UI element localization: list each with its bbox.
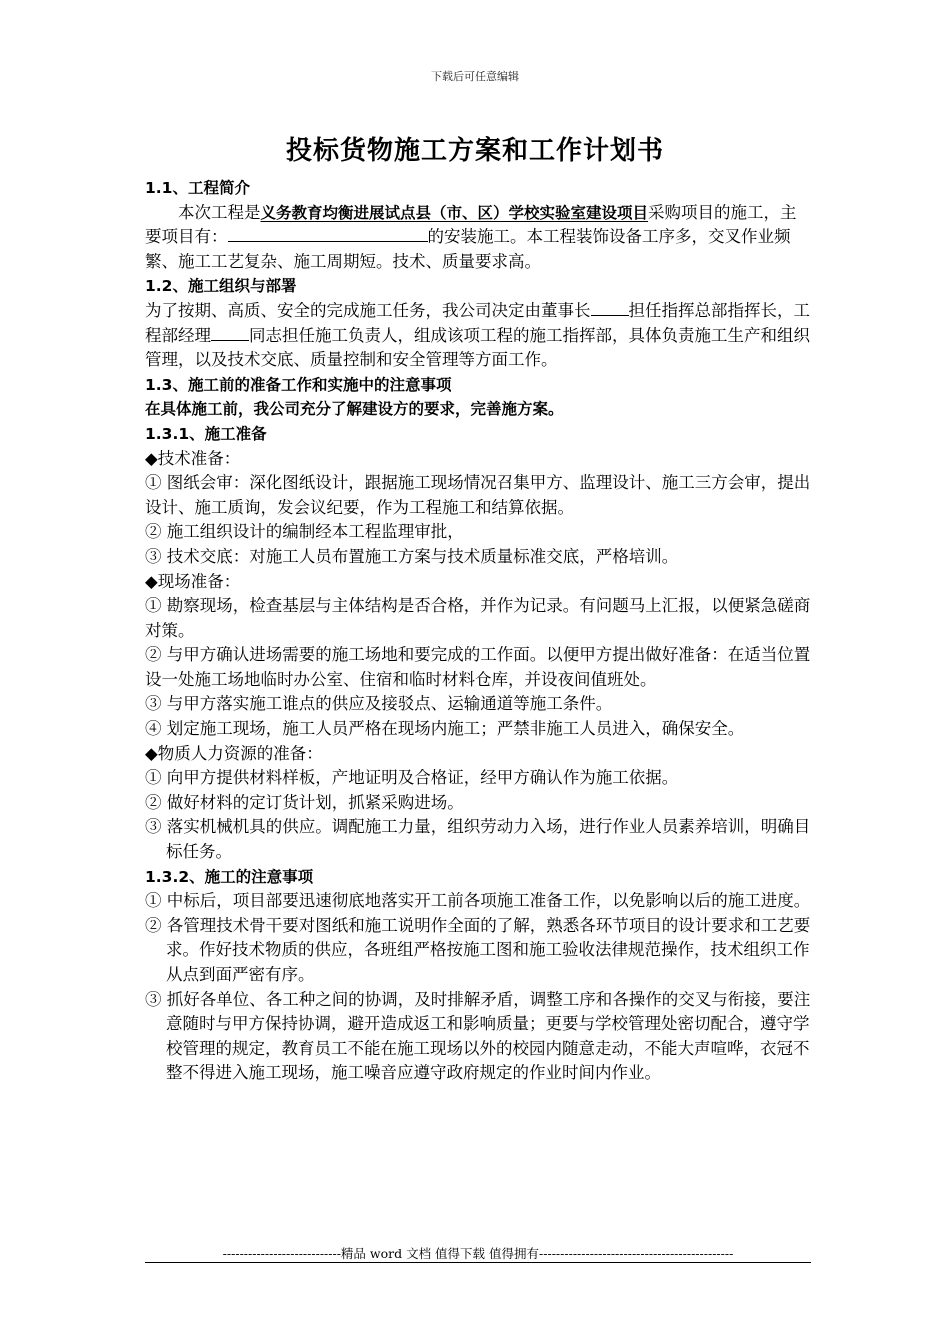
section-1-3-intro: 在具体施工前，我公司充分了解建设方的要求，完善施方案。 <box>145 400 564 419</box>
list-item: ④ 划定施工现场，施工人员严格在现场内施工；严禁非施工人员进入，确保安全。 <box>145 719 745 739</box>
section-heading-1-3-2: 1.3.2、施工的注意事项 <box>145 867 314 886</box>
list-item: ③ 抓好各单位、各工种之间的协调，及时排解矛盾，调整工序和各操作的交叉与衔接，要注意随时与甲方保持协调，避开造成返工和影响质量；更要与学校管理处密切配合，遵守学校管理的规定，教育员工不能在施工现场以外的校园内随意走动，不能大声喧哗，衣冠不整不得进入施工现场，施工噪音应遵守政府规定的作业时间内作业。 <box>145 989 811 1083</box>
tech-prep-title: ◆技术准备： <box>145 448 241 468</box>
list-item: ② 与甲方确认进场需要的施工场地和要完成的工作面。以便甲方提出做好准备：在适当位置设一处施工场地临时办公室、住宿和临时材料仓库，并设夜间值班处。 <box>145 645 811 689</box>
organization-text-a: 为了按期、高质、安全的完成施工任务，我公司决定由董事长 <box>145 300 591 320</box>
list-item: ① 勘察现场，检查基层与主体结构是否合格，并作为记录。有问题马上汇报，以便紧急磋商对策。 <box>145 596 811 640</box>
section-heading-1-3-1: 1.3.1、施工准备 <box>145 424 267 443</box>
footer-divider <box>145 1262 811 1263</box>
list-item: ① 图纸会审：深化图纸设计，跟据施工现场情况召集甲方、监理设计、施工三方会审，提出设计、施工质询，发会议纪要，作为工程施工和结算依据。 <box>145 473 811 517</box>
site-prep-title: ◆现场准备： <box>145 571 241 591</box>
resource-prep-title: ◆物质人力资源的准备： <box>145 743 323 763</box>
section-heading-1-2: 1.2、施工组织与部署 <box>145 277 297 296</box>
list-item: ② 施工组织设计的编制经本工程监理审批， <box>145 522 464 542</box>
list-item: ① 向甲方提供材料样板，产地证明及合格证，经甲方确认作为施工依据。 <box>145 768 679 788</box>
organization-text-c: 同志担任施工负责人，组成该项工程的施工指挥部，具体负责施工生产和组织管理，以及技术交底、质量控制和安全管理等方面工作。 <box>145 325 810 370</box>
project-intro-mid: 采购项目的施工，主要项目有： <box>145 202 797 247</box>
section-heading-1-3: 1.3、施工前的准备工作和实施中的注意事项 <box>145 375 452 394</box>
fill-in-blank-manager <box>211 324 249 341</box>
project-name: 义务教育均衡进展试点县（市、区）学校实验室建设项目 <box>260 203 649 222</box>
page-header: 下载后可任意编辑 <box>431 70 519 83</box>
page-footer: ----------------------------精品 word 文档 值得下载 值得拥有---------------------------------------------- <box>222 1246 734 1261</box>
list-item: ① 中标后，项目部要迅速彻底地落实开工前各项施工准备工作，以免影响以后的施工进度。 <box>145 891 811 911</box>
list-item: ② 各管理技术骨干要对图纸和施工说明作全面的了解，熟悉各环节项目的设计要求和工艺要求。作好技术物质的供应，各班组严格按施工图和施工验收法律规范操作，技术组织工作从点到面严密有序。 <box>145 915 811 984</box>
page-title: 投标货物施工方案和工作计划书 <box>285 136 664 166</box>
section-heading-1-1: 1.1、工程简介 <box>145 179 250 197</box>
list-item: ② 做好材料的定订货计划，抓紧采购进场。 <box>145 792 464 812</box>
organization-paragraph <box>145 299 811 373</box>
organization-text-b: 担任指挥总部指挥长，工程部经理 <box>145 300 810 345</box>
project-intro-post: 的安装施工。本工程装饰设备工序多，交叉作业频繁、施工工艺复杂、施工周期短。技术、质量要求高。 <box>145 227 791 271</box>
list-item: ③ 落实机械机具的供应。调配施工力量，组织劳动力入场，进行作业人员素养培训，明确目标任务。 <box>145 817 811 862</box>
list-item: ③ 技术交底：对施工人员布置施工方案与技术质量标准交底，严格培训。 <box>145 546 679 566</box>
project-intro-paragraph <box>145 201 811 275</box>
document-body <box>145 176 811 1086</box>
fill-in-blank-chairman <box>591 299 629 316</box>
project-intro-pre: 本次工程是 <box>178 202 261 222</box>
fill-in-blank-items <box>228 225 428 242</box>
list-item: ③ 与甲方落实施工谁点的供应及接驳点、运输通道等施工条件。 <box>145 694 613 714</box>
